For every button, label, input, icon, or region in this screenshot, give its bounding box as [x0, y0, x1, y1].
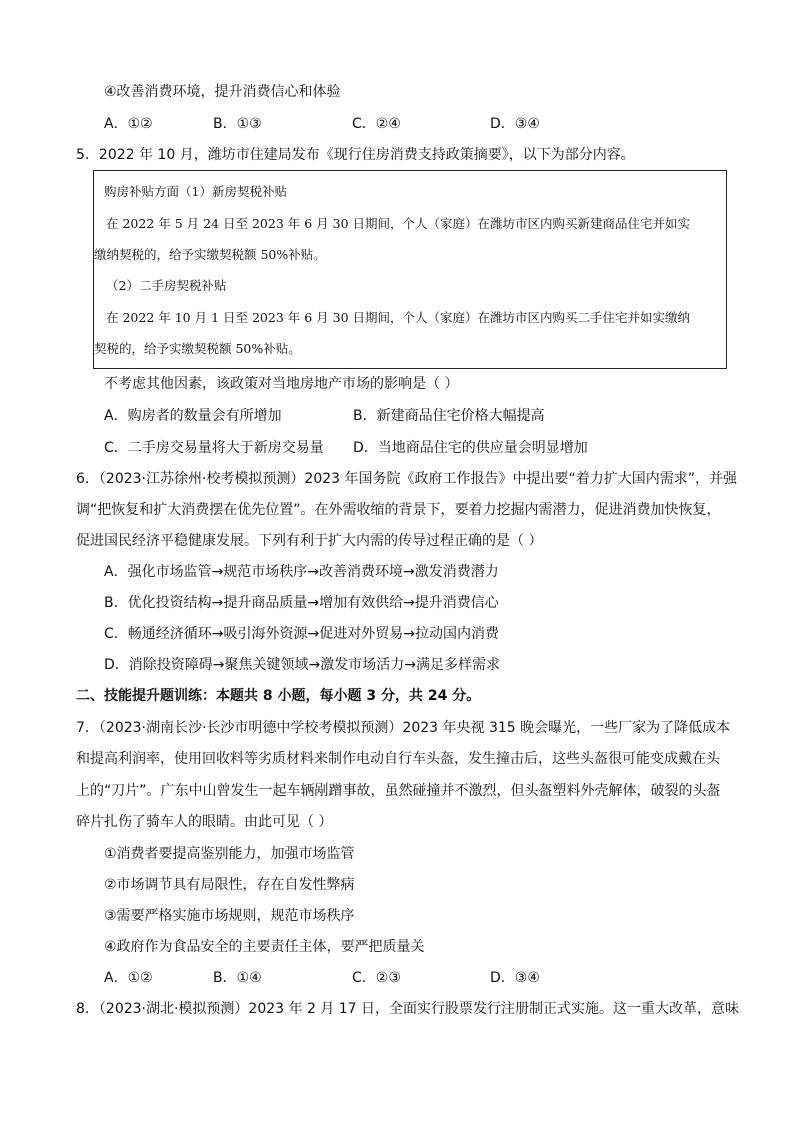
q7-statement-2: ②市场调节具有局限性，存在自发性弊病: [104, 877, 355, 893]
q4-option-d: D．③④: [490, 116, 540, 132]
q7-line-1: 7．（2023·湖南长沙·长沙市明德中学校考模拟预测）2023 年央视 315 晚会曝光，一些厂家为了降低成本: [76, 720, 731, 736]
q5-stem: 5．2022 年 10 月，潍坊市住建局发布《现行住房消费支持政策摘要》，以下为部分内容。: [76, 147, 635, 163]
q4-option-c: C．②④: [352, 116, 401, 132]
policy-box-line-5: 在 2022 年 10 月 1 日至 2023 年 6 月 30 日期间，个人（家庭）在潍坊市区内购买二手住宅并如实缴纳: [106, 310, 691, 325]
q7-line-4: 碎片扎伤了骑车人的眼睛。由此可见（ ）: [76, 814, 333, 830]
q5-option-c: C．二手房交易量将大于新房交易量: [104, 440, 324, 456]
q7-option-b: B．①④: [213, 970, 262, 986]
policy-box-line-1: 购房补贴方面（1）新房契税补贴: [104, 184, 287, 199]
q5-option-d: D．当地商品住宅的供应量会明显增加: [353, 440, 588, 456]
q8-line-1: 8．（2023·湖北·模拟预测）2023 年 2 月 17 日，全面实行股票发行注册制正式实施。这一重大改革，意味: [76, 1001, 740, 1017]
policy-box-line-6: 契税的，给予实缴契税额 50%补贴。: [94, 341, 301, 356]
q5-question: 不考虑其他因素，该政策对当地房地产市场的影响是（ ）: [104, 376, 459, 392]
q7-options: [104, 968, 604, 988]
q5-option-b: B．新建商品住宅价格大幅提高: [353, 408, 545, 424]
q4-options: [104, 114, 604, 134]
q6-option-a: A．强化市场监管→规范市场秩序→改善消费环境→激发消费潜力: [104, 564, 499, 580]
q6-line-3: 促进国民经济平稳健康发展。下列有利于扩大内需的传导过程正确的是（ ）: [76, 533, 543, 549]
q7-line-2: 和提高利润率，使用回收料等劣质材料来制作电动自行车头盔，发生撞击后，这些头盔很可能变成戴在头: [76, 751, 720, 767]
policy-box-line-3: 缴纳契税的，给予实缴契税额 50%补贴。: [94, 247, 326, 262]
q7-option-d: D．③④: [490, 970, 540, 986]
policy-box-line-4: （2）二手房契税补贴: [106, 278, 227, 293]
q6-line-1: 6．（2023·江苏徐州·校考模拟预测）2023 年国务院《政府工作报告》中提出要“着力扩大国内需求”，并强: [76, 471, 738, 487]
q7-line-3: 上的“刀片”。广东中山曾发生一起车辆剐蹭事故，虽然碰撞并不激烈，但头盔塑料外壳解体，破裂的头盔: [76, 783, 721, 799]
q4-option-b: B．①③: [213, 116, 262, 132]
q6-option-c: C．畅通经济循环→吸引海外资源→促进对外贸易→拉动国内消费: [104, 626, 499, 642]
q5-policy-box: [93, 170, 727, 369]
q7-option-a: A．①②: [104, 970, 153, 986]
q7-statement-4: ④政府作为食品安全的主要责任主体，要严把质量关: [104, 939, 425, 955]
q6-line-2: 调“把恢复和扩大消费摆在优先位置”。在外需收缩的背景下，要着力挖掘内需潜力，促进消费加快恢复，: [76, 502, 721, 518]
q4-statement-4: ④改善消费环境，提升消费信心和体验: [104, 84, 341, 100]
q7-statement-3: ③需要严格实施市场规则，规范市场秩序: [104, 908, 355, 924]
q5-option-a: A．购房者的数量会有所增加: [104, 408, 282, 424]
q7-statement-1: ①消费者要提高鉴别能力，加强市场监管: [104, 846, 355, 862]
q6-option-b: B．优化投资结构→提升商品质量→增加有效供给→提升消费信心: [104, 595, 499, 611]
q4-option-a: A．①②: [104, 116, 153, 132]
q7-option-c: C．②③: [352, 970, 401, 986]
policy-box-line-2: 在 2022 年 5 月 24 日至 2023 年 6 月 30 日期间，个人（家庭）在潍坊市区内购买新建商品住宅并如实: [106, 216, 691, 231]
section-2-heading: 二、技能提升题训练：本题共 8 小题，每小题 3 分，共 24 分。: [76, 688, 481, 704]
q6-option-d: D．消除投资障碍→聚焦关键领域→激发市场活力→满足多样需求: [104, 657, 500, 673]
